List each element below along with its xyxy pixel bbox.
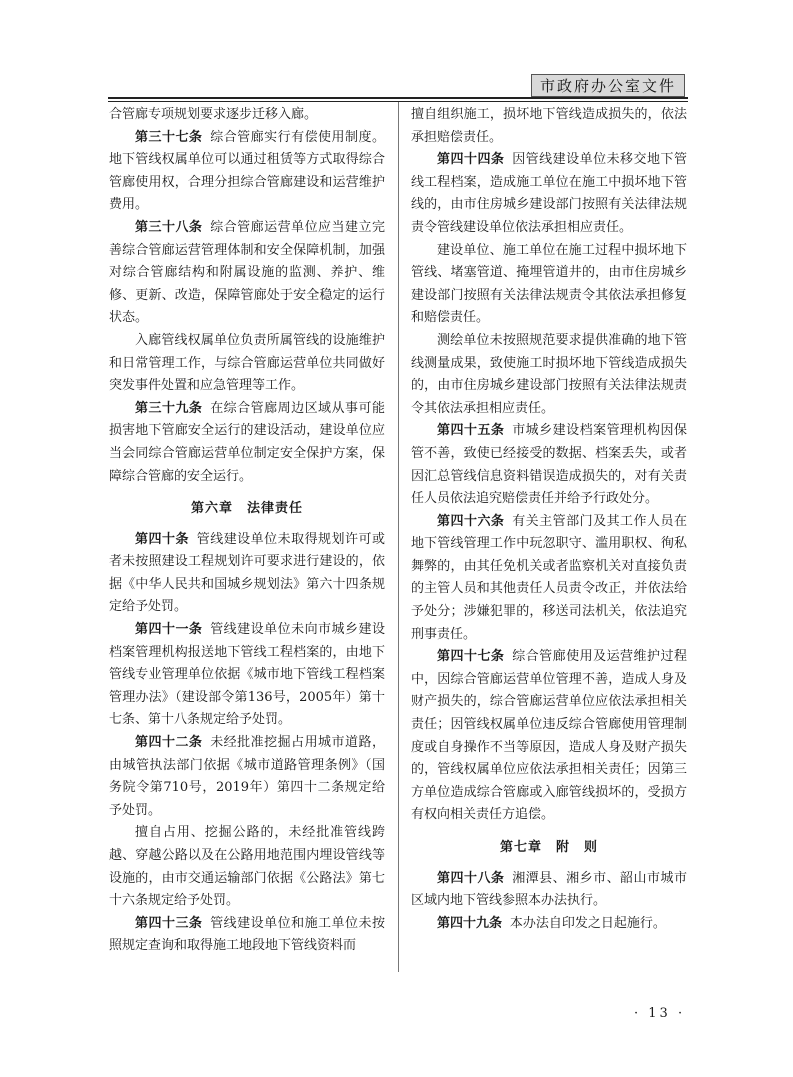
- column-divider: [398, 102, 399, 972]
- page-number: · 13 ·: [634, 1006, 686, 1021]
- article-number: 第四十三条: [135, 915, 203, 931]
- right-column: [411, 104, 687, 935]
- article-paragraph: [109, 732, 385, 822]
- article-paragraph: [109, 398, 385, 488]
- article-number: 第四十四条: [437, 152, 505, 168]
- article-text: 综合管廊实行有偿使用制度。地下管线权属单位可以通过租赁等方式取得综合管廊使用权，合理分担综合管廊建设和运营维护费用。: [109, 129, 385, 213]
- article-number: 第四十六条: [437, 513, 505, 529]
- article-paragraph: [411, 420, 687, 510]
- article-number: 第三十九条: [135, 400, 203, 416]
- article-paragraph: [109, 529, 385, 619]
- chapter-heading: 第七章 附 则: [499, 840, 598, 855]
- article-text: 有关主管部门及其工作人员在地下管线管理工作中玩忽职守、滥用职权、徇私舞弊的，由其任免机关或者监察机关对直接负责的主管人员和其他责任人员责令改正，并依法给予处分；涉嫌犯罪的，移送司法机关，依法追究刑事责任。: [411, 513, 687, 642]
- left-column: [109, 104, 385, 958]
- article-number: 第四十九条: [437, 915, 503, 931]
- article-number: 第四十七条: [437, 649, 505, 665]
- document-header-tag: [531, 74, 685, 97]
- header-rule: [108, 97, 688, 99]
- article-paragraph: [411, 511, 687, 647]
- article-paragraph: [411, 868, 687, 913]
- article-text: 综合管廊运营单位应当建立完善综合管廊运营管理体制和安全保障机制，加强对综合管廊结构和附属设施的监测、养护、维修、更新、改造，保障管廊处于安全稳定的运行状态。: [109, 219, 385, 326]
- article-text: 管线建设单位和施工单位未按照规定查询和取得施工地段地下管线资料而: [109, 915, 385, 954]
- article-text: 在综合管廊周边区域从事可能损害地下管廊安全运行的建设活动，建设单位应当会同综合管廊运营单位制定安全保护方案，保障综合管廊的安全运行。: [109, 400, 385, 484]
- body-paragraph: 测绘单位未按照规范要求提供准确的地下管线测量成果，致使施工时损坏地下管线造成损失的，由市住房城乡建设部门按照有关法律法规责令其依法承担相应责任。: [411, 332, 687, 416]
- article-text: 因管线建设单位未移交地下管线工程档案，造成施工单位在施工中损坏地下管线的，由市住房城乡建设部门按照有关法律法规责令管线建设单位依法承担相应责任。: [411, 152, 687, 235]
- article-number: 第四十二条: [135, 735, 203, 751]
- body-paragraph: 合管廊专项规划要求逐步迁移入廊。: [109, 107, 318, 122]
- article-paragraph: [109, 217, 385, 330]
- article-number: 第四十八条: [437, 870, 505, 886]
- article-paragraph: [411, 646, 687, 827]
- article-text: 综合管廊使用及运营维护过程中，因综合管廊运营单位管理不善，造成人身及财产损失的，综合管廊运营单位应依法承担相关责任；因管线权属单位违反综合管廊使用管理制度或自身操作不当等原因，造成人身及财产损失的，管线权属单位应依法承担相关责任；因第三方单位造成综合管廊或入廊管线损坏的，受损方有权向相关责任方追偿。: [411, 649, 687, 823]
- chapter-heading: 第六章 法律责任: [190, 501, 303, 517]
- article-paragraph: [109, 619, 385, 732]
- article-number: 第三十八条: [135, 219, 203, 235]
- header-tag-label: 市政府办公室文件: [539, 77, 676, 95]
- article-text: 本办法自印发之日起施行。: [509, 915, 666, 931]
- article-number: 第四十条: [135, 531, 189, 547]
- article-text: 湘潭县、湘乡市、韶山市城市区域内地下管线参照本办法执行。: [411, 870, 687, 909]
- article-paragraph: [411, 913, 687, 936]
- body-paragraph: 建设单位、施工单位在施工过程中损坏地下管线、堵塞管道、掩埋管道井的，由市住房城乡建设部门按照有关法律法规责令其依法承担修复和赔偿责任。: [411, 242, 687, 326]
- body-paragraph: 入廊管线权属单位负责所属管线的设施维护和日常管理工作，与综合管廊运营单位共同做好突发事件处置和应急管理等工作。: [109, 332, 385, 394]
- body-paragraph: 擅自占用、挖掘公路的，未经批准管线跨越、穿越公路以及在公路用地范围内埋设管线等设施的，由市交通运输部门依据《公路法》第七十六条规定给予处罚。: [109, 825, 385, 909]
- article-text: 市城乡建设档案管理机构因保管不善，致使已经接受的数据、档案丢失，或者因汇总管线信息资料错误造成损失的，对有关责任人员依法追究赔偿责任并给予行政处分。: [411, 423, 687, 507]
- article-number: 第四十五条: [437, 423, 505, 439]
- article-text: 管线建设单位未取得规划许可或者未按照建设工程规划许可要求进行建设的，依据《中华人民共和国城乡规划法》第六十四条规定给予处罚。: [109, 531, 385, 615]
- article-text: 管线建设单位未向市城乡建设档案管理机构报送地下管线工程档案的，由地下管线专业管理单位依据《城市地下管线工程档案管理办法》（建设部令第136号，2005年）第十七条、第十八条规定给予处罚。: [109, 622, 385, 728]
- body-paragraph: 擅自组织施工，损坏地下管线造成损失的，依法承担赔偿责任。: [411, 107, 687, 145]
- article-paragraph: [109, 127, 385, 217]
- article-paragraph: [411, 149, 687, 239]
- article-text: 未经批准挖掘占用城市道路，由城管执法部门依据《城市道路管理条例》（国务院令第710号，2019年）第四十二条规定给予处罚。: [109, 735, 385, 818]
- article-paragraph: [109, 913, 385, 958]
- article-number: 第三十七条: [135, 129, 203, 145]
- article-number: 第四十一条: [135, 622, 203, 638]
